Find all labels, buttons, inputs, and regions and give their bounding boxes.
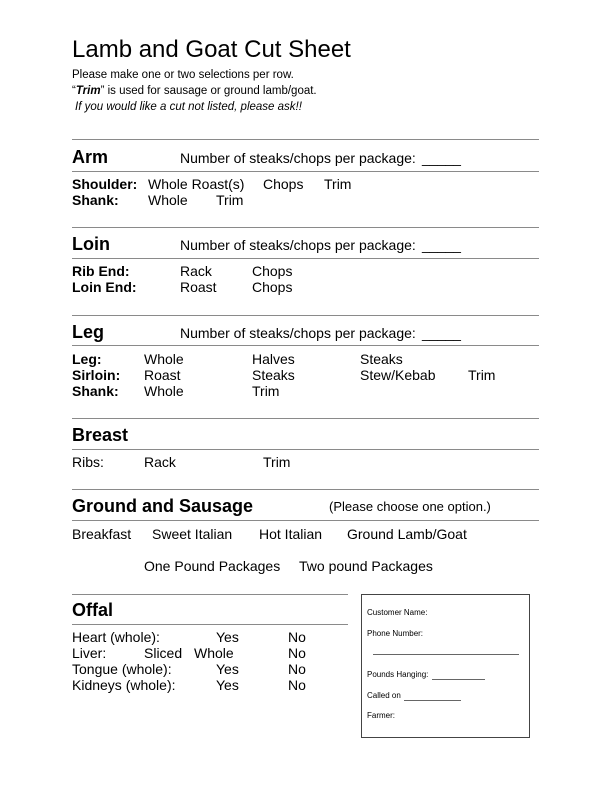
option-halves[interactable]: Halves bbox=[252, 351, 295, 367]
phone-number-line[interactable] bbox=[373, 654, 519, 655]
leg-shank-label: Shank: bbox=[72, 383, 119, 399]
section-title-loin: Loin bbox=[72, 234, 110, 254]
option-whole[interactable]: Whole bbox=[144, 351, 184, 367]
option-trim[interactable]: Trim bbox=[216, 192, 244, 208]
option-whole[interactable]: Whole bbox=[148, 192, 188, 208]
option-chops[interactable]: Chops bbox=[252, 263, 293, 279]
option-no[interactable]: No bbox=[288, 629, 306, 645]
option-two-pound-packages[interactable]: Two pound Packages bbox=[299, 558, 433, 574]
option-no[interactable]: No bbox=[288, 661, 306, 677]
kidneys-label: Kidneys (whole): bbox=[72, 677, 176, 693]
option-trim[interactable]: Trim bbox=[263, 454, 291, 470]
option-hot-italian[interactable]: Hot Italian bbox=[259, 526, 323, 542]
option-whole-roasts[interactable]: Whole Roast(s) bbox=[148, 176, 245, 192]
divider bbox=[72, 624, 348, 625]
option-sweet-italian[interactable]: Sweet Italian bbox=[152, 526, 233, 542]
heart-label: Heart (whole): bbox=[72, 629, 160, 645]
option-roast[interactable]: Roast bbox=[180, 279, 217, 295]
option-whole[interactable]: Whole bbox=[144, 383, 184, 399]
option-chops[interactable]: Chops bbox=[252, 279, 293, 295]
section-title-offal: Offal bbox=[72, 600, 114, 620]
trim-keyword: Trim bbox=[75, 85, 101, 97]
divider bbox=[72, 315, 539, 316]
sirloin-label: Sirloin: bbox=[72, 367, 121, 383]
option-no[interactable]: No bbox=[288, 645, 306, 661]
section-title-ground-sausage: Ground and Sausage bbox=[72, 496, 254, 516]
option-no[interactable]: No bbox=[288, 677, 306, 693]
divider bbox=[72, 418, 539, 419]
shoulder-label: Shoulder: bbox=[72, 176, 138, 192]
leg-package-prompt: Number of steaks/chops per package: bbox=[180, 325, 416, 341]
section-title-arm: Arm bbox=[72, 147, 109, 167]
intro-line-1: Please make one or two selections per row. bbox=[72, 69, 294, 81]
option-steaks[interactable]: Steaks bbox=[252, 367, 295, 383]
option-trim[interactable]: Trim bbox=[252, 383, 280, 399]
arm-package-prompt: Number of steaks/chops per package: bbox=[180, 150, 416, 166]
section-title-leg: Leg bbox=[72, 322, 105, 342]
ground-note: (Please choose one option.) bbox=[329, 499, 491, 514]
divider bbox=[72, 139, 539, 140]
divider bbox=[72, 345, 539, 346]
called-on-field[interactable]: Called on bbox=[367, 691, 401, 700]
liver-label: Liver: bbox=[72, 645, 107, 661]
divider bbox=[72, 258, 539, 259]
customer-name-field[interactable]: Customer Name: bbox=[367, 608, 428, 617]
option-ground-lamb-goat[interactable]: Ground Lamb/Goat bbox=[347, 526, 467, 542]
option-chops[interactable]: Chops bbox=[263, 176, 304, 192]
arm-package-blank[interactable]: _____ bbox=[422, 150, 461, 166]
option-whole[interactable]: Whole bbox=[194, 645, 234, 661]
leg-label: Leg: bbox=[72, 351, 102, 367]
loin-end-label: Loin End: bbox=[72, 279, 137, 295]
divider bbox=[72, 449, 539, 450]
loin-package-prompt: Number of steaks/chops per package: bbox=[180, 237, 416, 253]
called-on-line[interactable] bbox=[404, 700, 461, 701]
option-trim[interactable]: Trim bbox=[324, 176, 352, 192]
farmer-field[interactable]: Farmer: bbox=[367, 711, 395, 720]
intro-line-3: If you would like a cut not listed, please ask!! bbox=[75, 101, 302, 113]
phone-number-field[interactable]: Phone Number: bbox=[367, 629, 424, 638]
leg-package-blank[interactable]: _____ bbox=[422, 325, 461, 341]
rib-end-label: Rib End: bbox=[72, 263, 130, 279]
option-breakfast[interactable]: Breakfast bbox=[72, 526, 132, 542]
pounds-hanging-line[interactable] bbox=[432, 679, 485, 680]
divider bbox=[72, 227, 539, 228]
option-yes[interactable]: Yes bbox=[216, 677, 239, 693]
intro-line-2 bbox=[72, 84, 317, 98]
option-one-pound-packages[interactable]: One Pound Packages bbox=[144, 558, 281, 574]
option-yes[interactable]: Yes bbox=[216, 661, 239, 677]
pounds-hanging-field[interactable]: Pounds Hanging: bbox=[367, 670, 429, 679]
divider bbox=[72, 594, 348, 595]
option-roast[interactable]: Roast bbox=[144, 367, 181, 383]
page-title: Lamb and Goat Cut Sheet bbox=[72, 36, 351, 63]
option-rack[interactable]: Rack bbox=[144, 454, 176, 470]
section-title-breast: Breast bbox=[72, 425, 129, 445]
divider bbox=[72, 489, 539, 490]
tongue-label: Tongue (whole): bbox=[72, 661, 172, 677]
ribs-label: Ribs: bbox=[72, 454, 104, 470]
option-yes[interactable]: Yes bbox=[216, 629, 239, 645]
open-quote: “ bbox=[72, 85, 76, 97]
divider bbox=[72, 520, 539, 521]
option-stew-kebab[interactable]: Stew/Kebab bbox=[360, 367, 436, 383]
arm-shank-label: Shank: bbox=[72, 192, 119, 208]
loin-package-blank[interactable]: _____ bbox=[422, 237, 461, 253]
option-trim[interactable]: Trim bbox=[468, 367, 496, 383]
customer-info-box bbox=[361, 594, 530, 738]
option-sliced[interactable]: Sliced bbox=[144, 645, 183, 661]
divider bbox=[72, 171, 539, 172]
option-rack[interactable]: Rack bbox=[180, 263, 212, 279]
option-steaks[interactable]: Steaks bbox=[360, 351, 403, 367]
intro-line-2-rest: ” is used for sausage or ground lamb/goat. bbox=[100, 85, 317, 97]
